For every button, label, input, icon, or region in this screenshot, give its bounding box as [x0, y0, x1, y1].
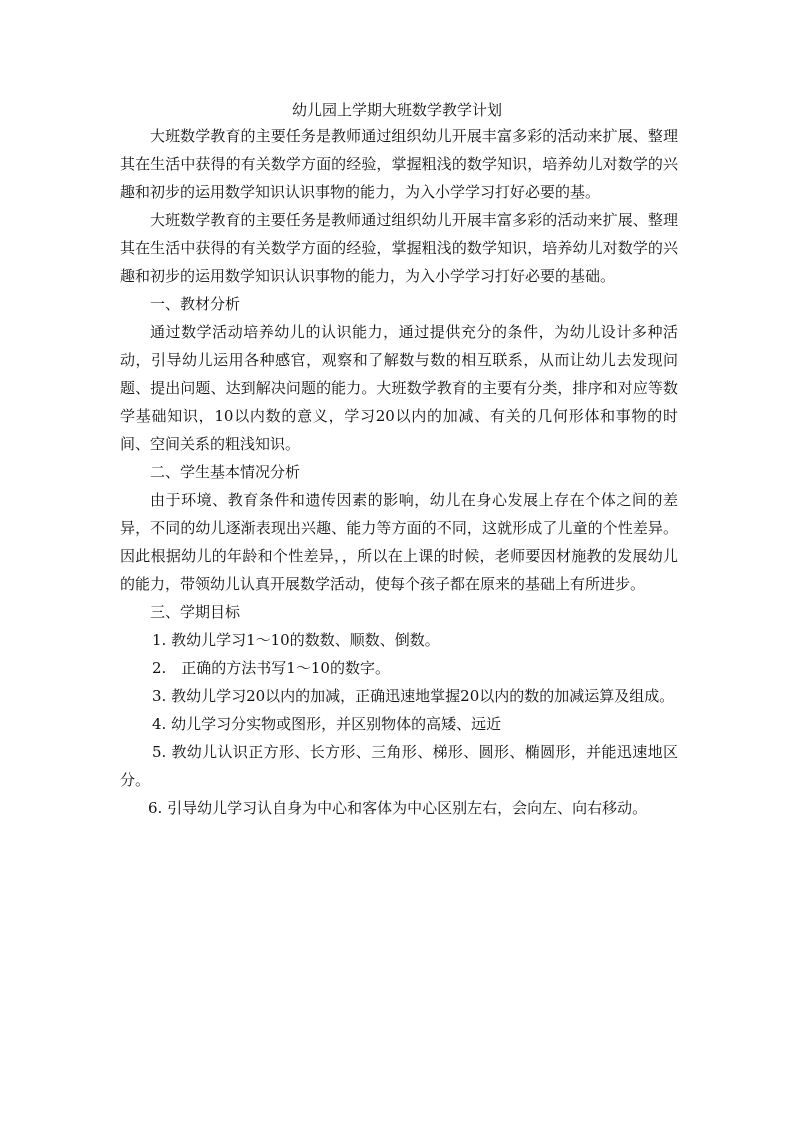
- intro-paragraph-1: 大班数学教育的主要任务是教师通过组织幼儿开展丰富多彩的活动来扩展、整理其在生活中获得的有关数学方面的经验，掌握粗浅的数学知识，培养幼儿对数学的兴趣和初步的运用数学知识认识事物的能力，为入小学学习打好必要的基。: [120, 127, 678, 201]
- document-title: 幼儿园上学期大班数学教学计划: [291, 101, 502, 119]
- section-text-student-analysis: 由于环境、教育条件和遗传因素的影响，幼儿在身心发展上存在个体之间的差异，不同的幼儿逐渐表现出兴趣、能力等方面的不同，这就形成了儿童的个性差异。因此根据幼儿的年龄和个性差异，，所以在上课的时候，老师要因材施教的发展幼儿的能力，带领幼儿认真开展数学活动，使每个孩子都在原来的基础上有所进步。: [120, 491, 678, 593]
- goal-item-6: 6. 引导幼儿学习认自身为中心和客体为中心区别左右，会向左、向右移动。: [148, 799, 648, 817]
- goal-item-3: 3. 教幼儿学习20以内的加减，正确迅速地掌握20以内的数的加减运算及组成。: [152, 687, 675, 705]
- goal-item-2: 2. 正确的方法书写1～10的数字。: [152, 659, 390, 677]
- section-heading-student-analysis: 二、学生基本情况分析: [150, 463, 301, 481]
- section-heading-semester-goals: 三、学期目标: [150, 603, 241, 621]
- section-text-textbook-analysis: 通过数学活动培养幼儿的认识能力，通过提供充分的条件，为幼儿设计多种活动，引导幼儿运用各种感官，观察和了解数与数的相互联系，从而让幼儿去发现问题、提出问题、达到解决问题的能力。大班数学教育的主要有分类，排序和对应等数学基础知识，10以内数的意义，学习20以内的加减、有关的几何形体和事物的时间、空间关系的粗浅知识。: [120, 323, 678, 453]
- goal-item-5: 5. 教幼儿认识正方形、长方形、三角形、梯形、圆形、椭圆形，并能迅速地区分。: [120, 743, 678, 789]
- goal-item-4: 4. 幼儿学习分实物或图形，并区别物体的高矮、远近: [152, 715, 502, 733]
- document-body: [120, 122, 678, 822]
- goal-item-1: 1. 教幼儿学习1～10的数数、顺数、倒数。: [152, 631, 440, 649]
- intro-paragraph-2: 大班数学教育的主要任务是教师通过组织幼儿开展丰富多彩的活动来扩展、整理其在生活中获得的有关数学方面的经验，掌握粗浅的数学知识，培养幼儿对数学的兴趣和初步的运用数学知识认识事物的能力，为入小学学习打好必要的基础。: [120, 211, 678, 285]
- section-heading-textbook-analysis: 一、教材分析: [150, 295, 241, 313]
